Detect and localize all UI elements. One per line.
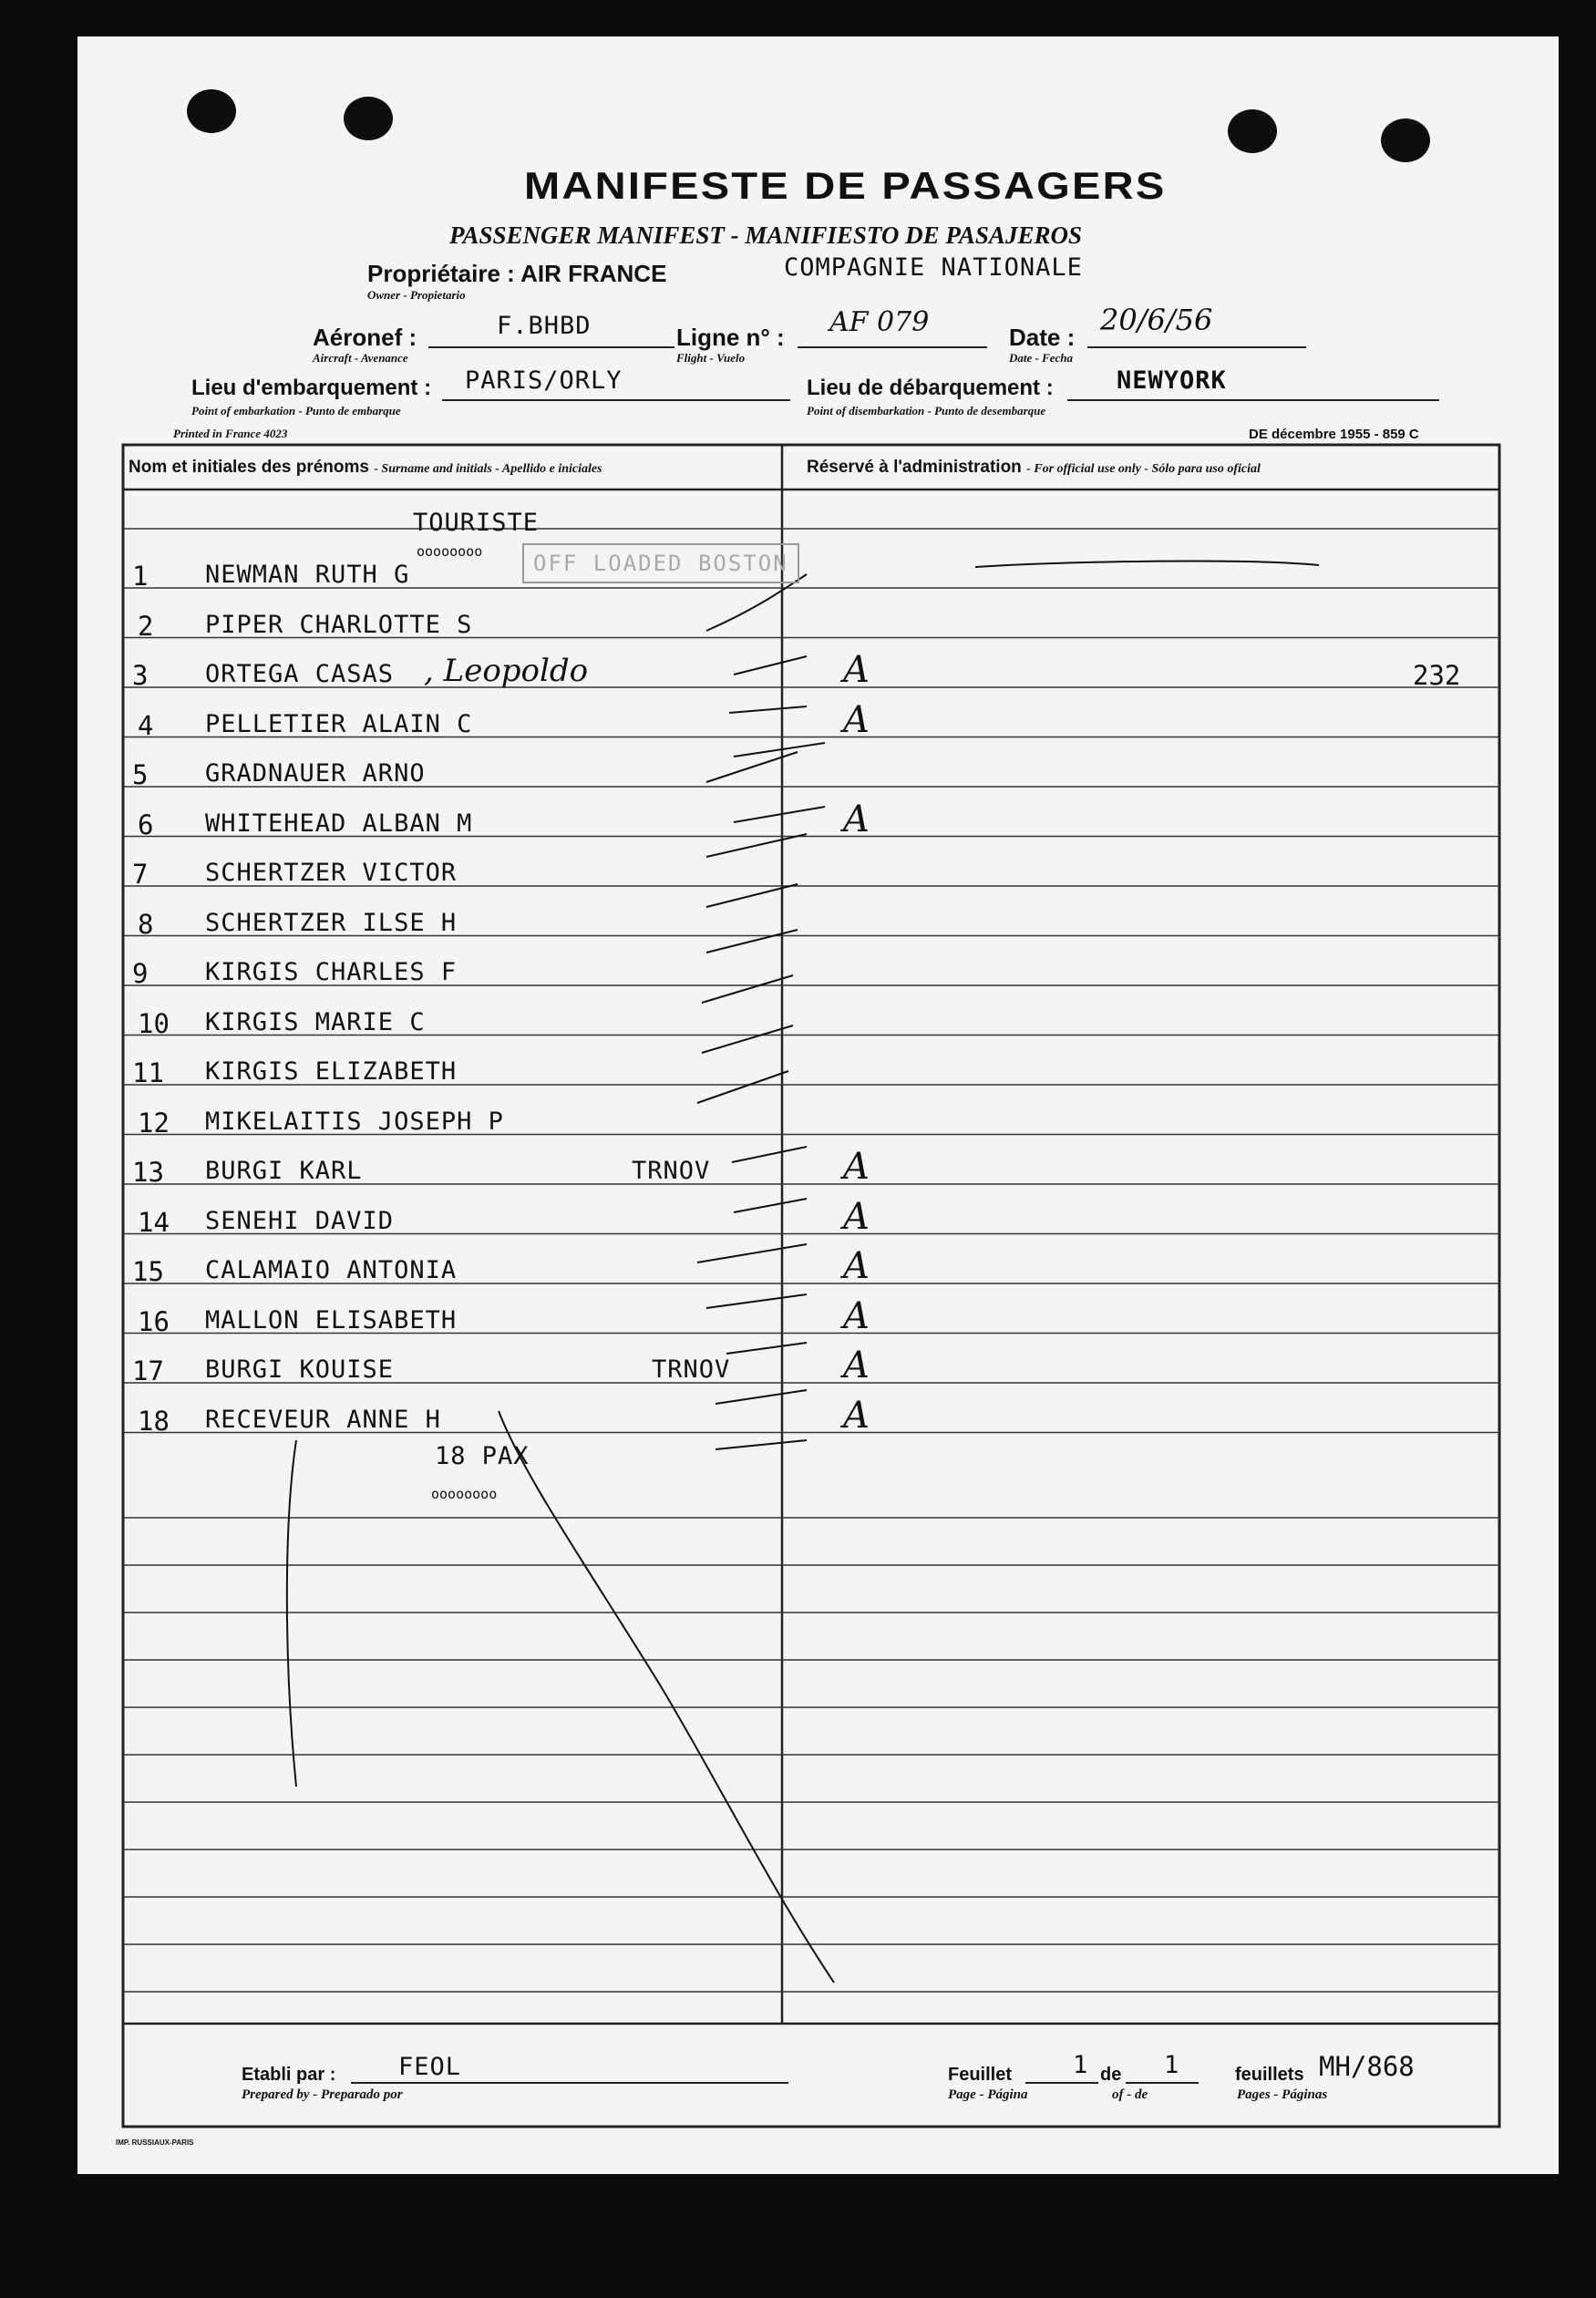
disembark-sublabel: Point of disembarkation - Punto de desembarque [807, 404, 1046, 417]
passenger-name: BURGI KOUISE [205, 1355, 395, 1384]
passenger-name: NEWMAN RUTH G [205, 561, 410, 589]
class-label: TOURISTE [413, 509, 540, 537]
aircraft-value: F.BHBD [497, 312, 592, 340]
admin-mark: A [843, 1195, 870, 1238]
row-number: 8 [138, 908, 154, 940]
passenger-name: MIKELAITIS JOSEPH P [205, 1107, 504, 1136]
page-title: MANIFESTE DE PASSAGERS [524, 164, 1167, 207]
aircraft-label: Aéronef : [313, 324, 417, 351]
row-number: 6 [138, 809, 154, 840]
passenger-name: SCHERTZER VICTOR [205, 859, 458, 887]
stamp-dots: oooooooo [417, 543, 483, 560]
row-number: 12 [138, 1107, 170, 1139]
passenger-name: SCHERTZER ILSE H [205, 908, 458, 937]
row-number: 17 [132, 1355, 164, 1386]
row-number: 14 [138, 1206, 170, 1238]
sheet-value: 1 [1073, 2051, 1089, 2079]
sheets-sublabel: Pages - Páginas [1237, 2087, 1328, 2102]
row-number: 10 [138, 1007, 170, 1039]
admin-mark: A [843, 1345, 870, 1386]
embark-label: Lieu d'embarquement : [191, 376, 432, 400]
offloaded-stamp: OFF LOADED BOSTON [522, 543, 799, 583]
passenger-name: KIRGIS MARIE C [205, 1007, 426, 1036]
total-pax: 18 PAX [435, 1442, 530, 1470]
owner-value: COMPAGNIE NATIONALE [784, 253, 1083, 282]
col1-header [129, 458, 602, 478]
row-number: 3 [132, 660, 149, 691]
row-note: , Leopoldo [424, 653, 589, 689]
row-note: TRNOV [652, 1355, 731, 1384]
embark-sublabel: Point of embarkation - Punto de embarque [191, 404, 401, 417]
row-number: 1 [132, 561, 149, 592]
row-number: 15 [132, 1256, 164, 1287]
printed-note: Printed in France 4023 [173, 427, 288, 440]
row-number: 18 [138, 1405, 170, 1437]
row-number: 4 [138, 709, 154, 741]
admin-mark: A [843, 649, 870, 691]
of-sublabel: of - de [1112, 2087, 1148, 2102]
col2-header [807, 458, 1261, 478]
admin-mark: A [843, 1294, 870, 1337]
prepared-value: FEOL [398, 2053, 462, 2081]
page-subtitle: PASSENGER MANIFEST - MANIFIESTO DE PASAJEROS [449, 222, 1082, 249]
sheet-sublabel: Page - Página [948, 2087, 1028, 2102]
date-label: Date : [1009, 324, 1076, 351]
row-reference: 232 [1413, 660, 1461, 691]
manifest-sheet [77, 36, 1559, 2174]
flight-label: Ligne n° : [676, 324, 785, 351]
aircraft-sublabel: Aircraft - Avenance [313, 351, 408, 365]
passenger-name: KIRGIS ELIZABETH [205, 1057, 458, 1086]
admin-mark: A [843, 1394, 870, 1437]
of-label: de [1100, 2065, 1122, 2085]
passenger-name: WHITEHEAD ALBAN M [205, 809, 473, 838]
col2-header-label: Réservé à l'administration [807, 458, 1022, 477]
passenger-name: KIRGIS CHARLES F [205, 958, 458, 986]
sheets-label: feuillets [1235, 2065, 1304, 2085]
row-number: 9 [132, 958, 149, 989]
disembark-value: NEWYORK [1117, 366, 1227, 395]
form-code: DE décembre 1955 - 859 C [1249, 427, 1419, 442]
owner-sublabel: Owner - Propietario [367, 288, 466, 302]
date-sublabel: Date - Fecha [1009, 351, 1074, 365]
manifest-ref: MH/868 [1319, 2051, 1415, 2082]
row-number: 2 [138, 610, 154, 642]
row-note: TRNOV [632, 1157, 711, 1185]
row-number: 13 [132, 1157, 164, 1188]
of-value: 1 [1164, 2051, 1180, 2079]
date-value: 20/6/56 [1100, 303, 1213, 337]
passenger-name: MALLON ELISABETH [205, 1305, 458, 1334]
passenger-name: PIPER CHARLOTTE S [205, 610, 473, 639]
row-number: 11 [132, 1057, 164, 1088]
sheet-label: Feuillet [948, 2065, 1013, 2085]
printer-note: IMP. RUSSIAUX-PARIS [116, 2138, 194, 2147]
row-number: 7 [132, 859, 149, 890]
admin-mark: A [843, 1146, 870, 1188]
passenger-name: SENEHI DAVID [205, 1206, 395, 1235]
admin-mark: A [843, 798, 870, 840]
total-dots: oooooooo [431, 1486, 498, 1502]
embark-value: PARIS/ORLY [465, 366, 623, 395]
table-grid [77, 36, 1559, 2174]
admin-mark: A [843, 1245, 870, 1287]
row-number: 5 [132, 759, 149, 790]
flight-sublabel: Flight - Vuelo [676, 351, 746, 365]
passenger-name: PELLETIER ALAIN C [205, 709, 473, 738]
passenger-name: GRADNAUER ARNO [205, 759, 426, 788]
flight-value: AF 079 [829, 306, 930, 338]
passenger-name: ORTEGA CASAS [205, 660, 395, 688]
passenger-name: RECEVEUR ANNE H [205, 1405, 441, 1434]
admin-mark: A [843, 698, 870, 741]
col2-header-sub: - For official use only - Sólo para uso oficial [1026, 462, 1261, 476]
passenger-name: CALAMAIO ANTONIA [205, 1256, 458, 1284]
prepared-sublabel: Prepared by - Preparado por [242, 2087, 403, 2102]
owner-label: Propriétaire : AIR FRANCE [367, 260, 667, 287]
col1-header-sub: - Surname and initials - Apellido e iniciales [374, 462, 602, 476]
row-number: 16 [138, 1305, 170, 1337]
disembark-label: Lieu de débarquement : [807, 376, 1054, 400]
prepared-label: Etabli par : [242, 2065, 336, 2085]
col1-header-label: Nom et initiales des prénoms [129, 458, 369, 477]
passenger-name: BURGI KARL [205, 1157, 363, 1185]
